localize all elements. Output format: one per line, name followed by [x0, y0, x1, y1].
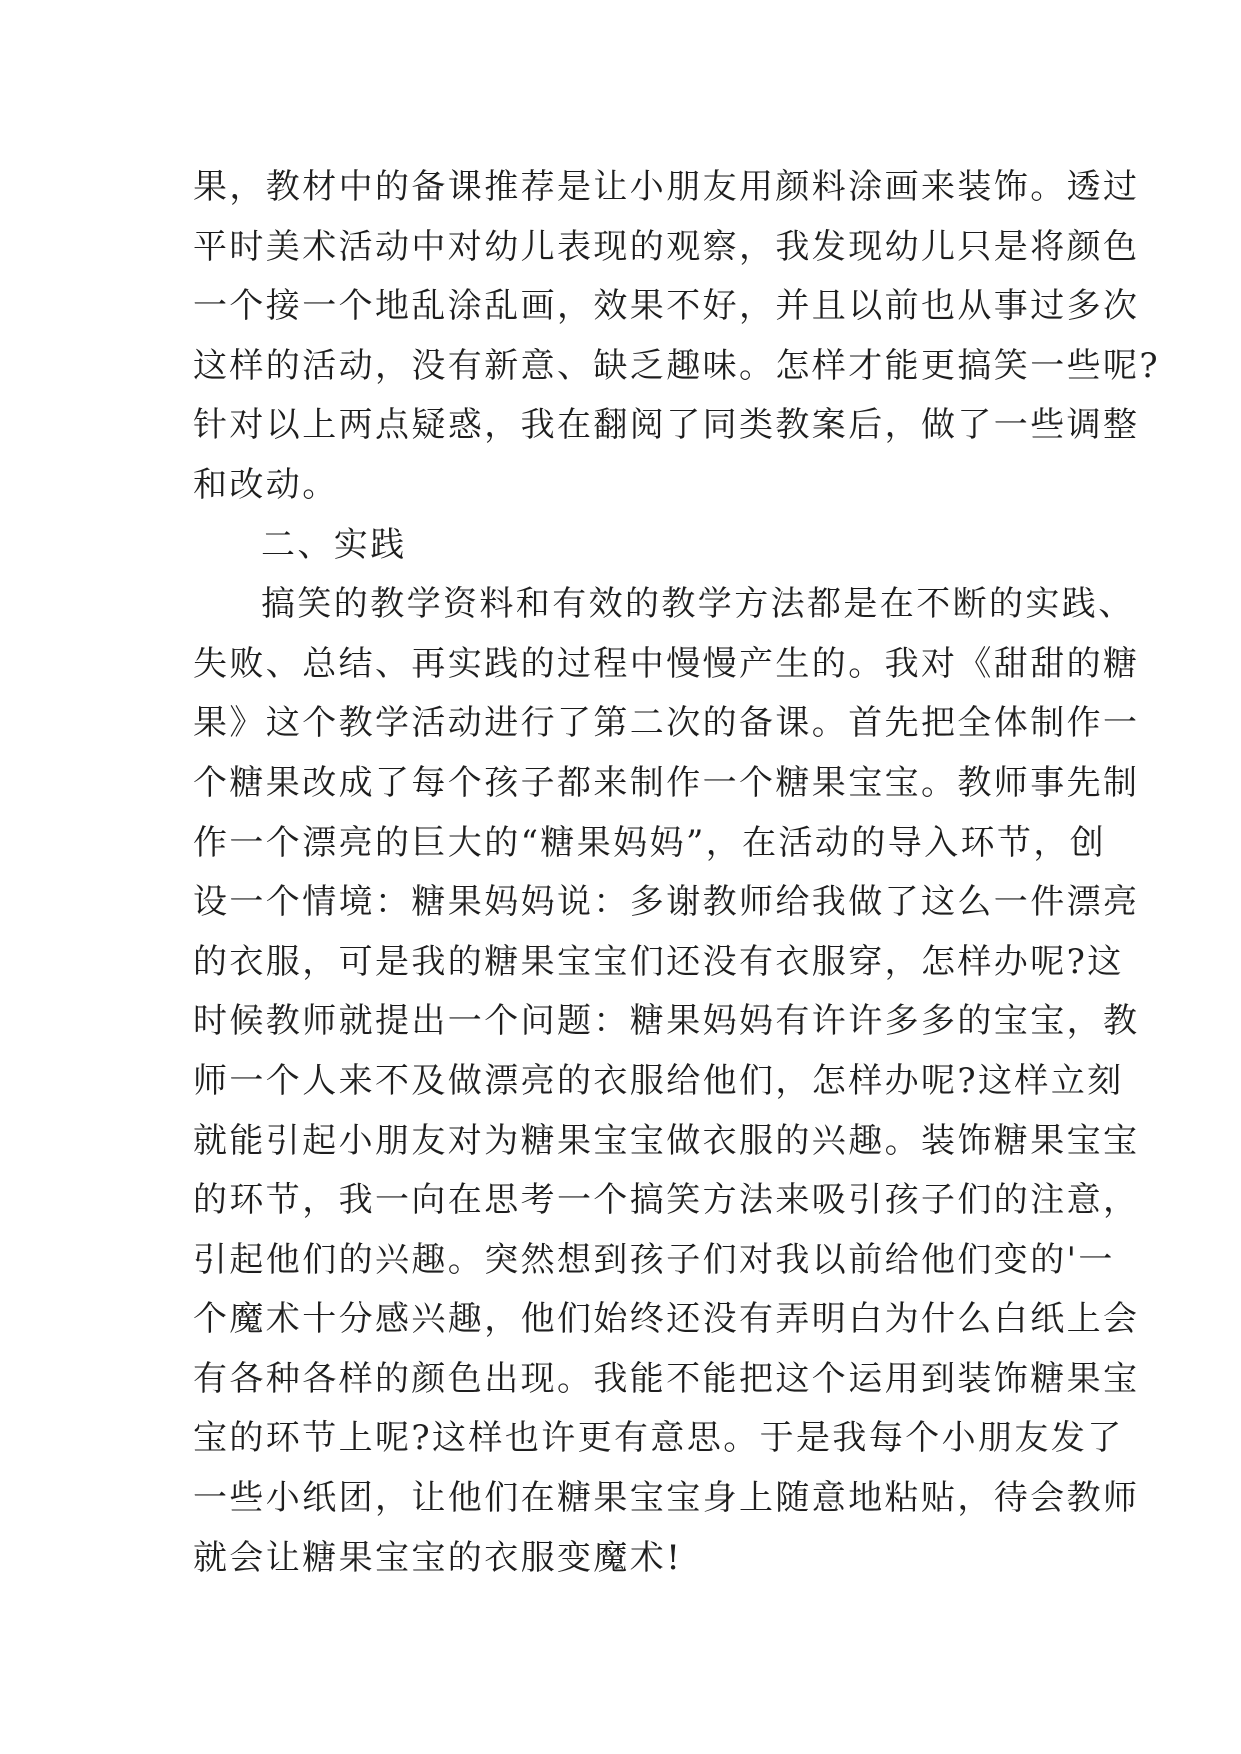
paragraph-2 — [193, 575, 1140, 1588]
paragraph-1-line-6: 和改动。 — [193, 464, 339, 505]
paragraph-1-line-3: 一个接一个地乱涂乱画，效果不好，并且以前也从事过多次 — [193, 286, 1140, 327]
paragraph-2-line-7: 的衣服，可是我的糖果宝宝们还没有衣服穿，怎样办呢?这 — [193, 941, 1124, 982]
paragraph-2-line-5: 作一个漂亮的巨大的“糖果妈妈”，在活动的导入环节，创 — [193, 822, 1107, 863]
document-body — [193, 158, 1161, 1588]
paragraph-2-line-11: 的环节，我一向在思考一个搞笑方法来吸引孩子们的注意， — [193, 1180, 1140, 1221]
paragraph-2-line-4: 个糖果改成了每个孩子都来制作一个糖果宝宝。教师事先制 — [193, 762, 1140, 803]
section-heading: 二、实践 — [261, 524, 407, 565]
paragraph-2-line-13: 个魔术十分感兴趣，他们始终还没有弄明白为什么白纸上会 — [193, 1299, 1140, 1340]
paragraph-2-line-9: 师一个人来不及做漂亮的衣服给他们，怎样办呢?这样立刻 — [193, 1060, 1124, 1101]
paragraph-2-line-6: 设一个情境：糖果妈妈说：多谢教师给我做了这么一件漂亮 — [193, 882, 1140, 923]
paragraph-2-line-2: 失败、总结、再实践的过程中慢慢产生的。我对《甜甜的糖 — [193, 643, 1140, 684]
paragraph-2-line-12: 引起他们的兴趣。突然想到孩子们对我以前给他们变的'一 — [193, 1239, 1115, 1280]
paragraph-1-line-5: 针对以上两点疑惑，我在翻阅了同类教案后，做了一些调整 — [193, 405, 1140, 446]
paragraph-2-line-16: 一些小纸团，让他们在糖果宝宝身上随意地粘贴，待会教师 — [193, 1478, 1140, 1519]
paragraph-2-line-1: 搞笑的教学资料和有效的教学方法都是在不断的实践、 — [261, 584, 1135, 625]
paragraph-2-line-14: 有各种各样的颜色出现。我能不能把这个运用到装饰糖果宝 — [193, 1358, 1140, 1399]
paragraph-1-line-2: 平时美术活动中对幼儿表现的观察，我发现幼儿只是将颜色 — [193, 226, 1140, 267]
paragraph-1-line-4: 这样的活动，没有新意、缺乏趣味。怎样才能更搞笑一些呢? — [193, 345, 1161, 386]
paragraph-1 — [193, 158, 1161, 516]
paragraph-2-line-8: 时候教师就提出一个问题：糖果妈妈有许许多多的宝宝，教 — [193, 1001, 1140, 1042]
paragraph-2-line-15: 宝的环节上呢?这样也许更有意思。于是我每个小朋友发了 — [193, 1418, 1124, 1459]
paragraph-2-line-3: 果》这个教学活动进行了第二次的备课。首先把全体制作一 — [193, 703, 1140, 744]
paragraph-1-line-1: 果，教材中的备课推荐是让小朋友用颜料涂画来装饰。透过 — [193, 167, 1140, 207]
paragraph-2-line-17: 就会让糖果宝宝的衣服变魔术! — [193, 1537, 683, 1578]
paragraph-2-line-10: 就能引起小朋友对为糖果宝宝做衣服的兴趣。装饰糖果宝宝 — [193, 1120, 1140, 1161]
